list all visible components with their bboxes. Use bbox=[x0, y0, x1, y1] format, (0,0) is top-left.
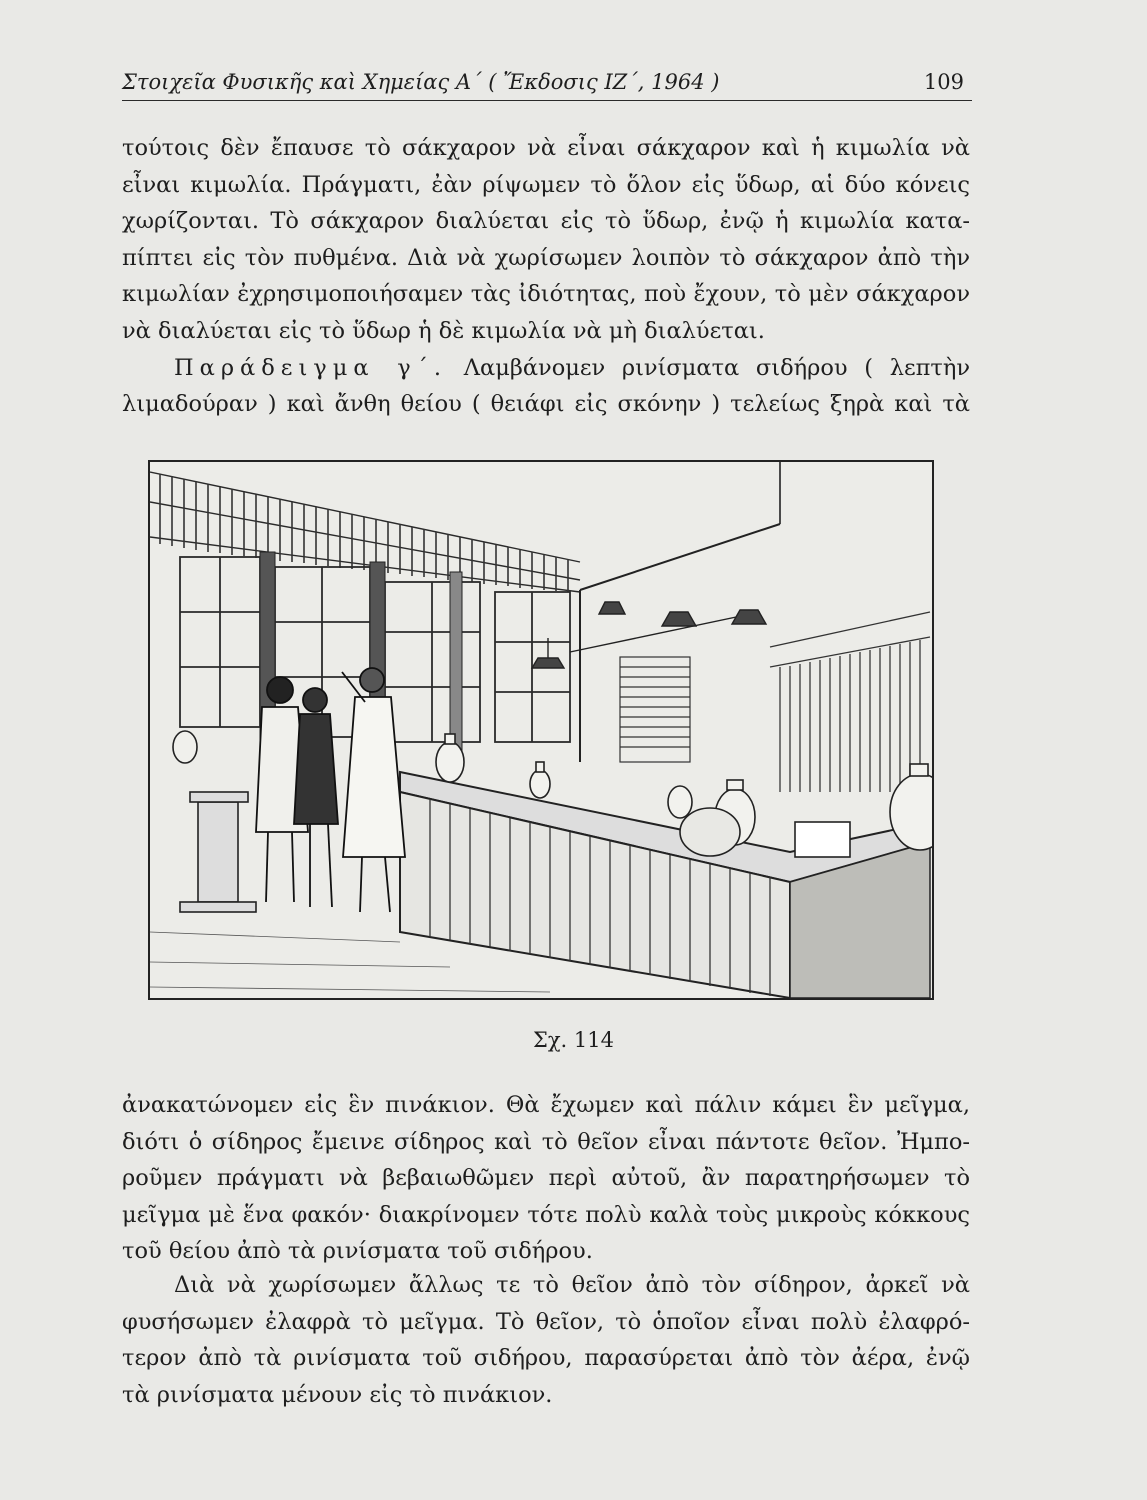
text-line: λιμαδούραν ) καὶ ἄνθη θείου ( θειάφι εἰς σκόνην ) τελείως ξηρὰ καὶ τὰ bbox=[122, 391, 970, 418]
figure-caption: Σχ. 114 bbox=[532, 1028, 614, 1052]
text-line: φυσήσωμεν ἐλαφρὰ τὸ μεῖγμα. Τὸ θεῖον, τὸ ὁποῖον εἶναι πολὺ ἐλαφρό- bbox=[122, 1308, 970, 1335]
running-title: Στοιχεῖα Φυσικῆς καὶ Χημείας Α΄ ( Ἔκδοσις ΙΖ΄, 1964 ) bbox=[122, 70, 720, 94]
text-line: τερον ἀπὸ τὰ ρινίσματα τοῦ σιδήρου, παρασύρεται ἀπὸ τὸν ἀέρα, ἐνῷ bbox=[122, 1345, 970, 1372]
text-line: χωρίζονται. Τὸ σάκχαρον διαλύεται εἰς τὸ ὕδωρ, ἐνῷ ἡ κιμωλία κατα- bbox=[122, 208, 970, 235]
example-text: Λαμβάνομεν ρινίσματα σιδήρου ( λεπτὴν bbox=[463, 354, 971, 381]
text-line: τὰ ρινίσματα μένουν εἰς τὸ πινάκιον. bbox=[122, 1381, 553, 1408]
text-line: ἀνακατώνομεν εἰς ἓν πινάκιον. Θὰ ἔχωμεν καὶ πάλιν κάμει ἓν μεῖγμα, bbox=[122, 1092, 970, 1118]
paragraph-blowing-separation bbox=[122, 1267, 970, 1413]
paragraph-iron-sulfur-mix bbox=[122, 1087, 970, 1270]
text-line: Διὰ νὰ χωρίσωμεν ἄλλως τε τὸ θεῖον ἀπὸ τὸν σίδηρον, ἀρκεῖ νὰ bbox=[174, 1272, 970, 1298]
text-line: διότι ὁ σίδηρος ἔμεινε σίδηρος καὶ τὸ θεῖον εἶναι πάντοτε θεῖον. Ἠμπο- bbox=[122, 1128, 970, 1155]
text-line: πίπτει εἰς τὸν πυθμένα. Διὰ νὰ χωρίσωμεν λοιπὸν τὸ σάκχαρον ἀπὸ τὴν bbox=[122, 244, 970, 271]
laboratory-illustration-icon bbox=[150, 462, 932, 998]
text-line: κιμωλίαν ἐχρησιμοποιήσαμεν τὰς ἰδιότητας, ποὺ ἔχουν, τὸ μὲν σάκχαρον bbox=[122, 281, 970, 308]
text-line: εἶναι κιμωλία. Πράγματι, ἐὰν ρίψωμεν τὸ ὅλον εἰς ὕδωρ, αἱ δύο κόνεις bbox=[122, 171, 970, 198]
example-line bbox=[122, 350, 970, 387]
paragraph-sugar-chalk bbox=[122, 130, 970, 423]
example-label: Παράδειγμα γ΄. bbox=[174, 354, 448, 381]
text-line: τοῦ θείου ἀπὸ τὰ ρινίσματα τοῦ σιδήρου. bbox=[122, 1238, 593, 1265]
figure-laboratory-illustration bbox=[148, 460, 934, 1000]
text-line: νὰ διαλύεται εἰς τὸ ὕδωρ ἡ δὲ κιμωλία νὰ μὴ διαλύεται. bbox=[122, 317, 765, 344]
text-line: τούτοις δὲν ἔπαυσε τὸ σάκχαρον νὰ εἶναι σάκχαρον καὶ ἡ κιμωλία νὰ bbox=[122, 135, 970, 161]
running-header bbox=[122, 66, 972, 101]
page-number: 109 bbox=[923, 70, 964, 94]
text-line: μεῖγμα μὲ ἕνα φακόν· διακρίνομεν τότε πολὺ καλὰ τοὺς μικροὺς κόκκους bbox=[122, 1201, 970, 1228]
text-line: ροῦμεν πράγματι νὰ βεβαιωθῶμεν περὶ αὐτοῦ, ἂν παρατηρήσωμεν τὸ bbox=[122, 1165, 970, 1192]
